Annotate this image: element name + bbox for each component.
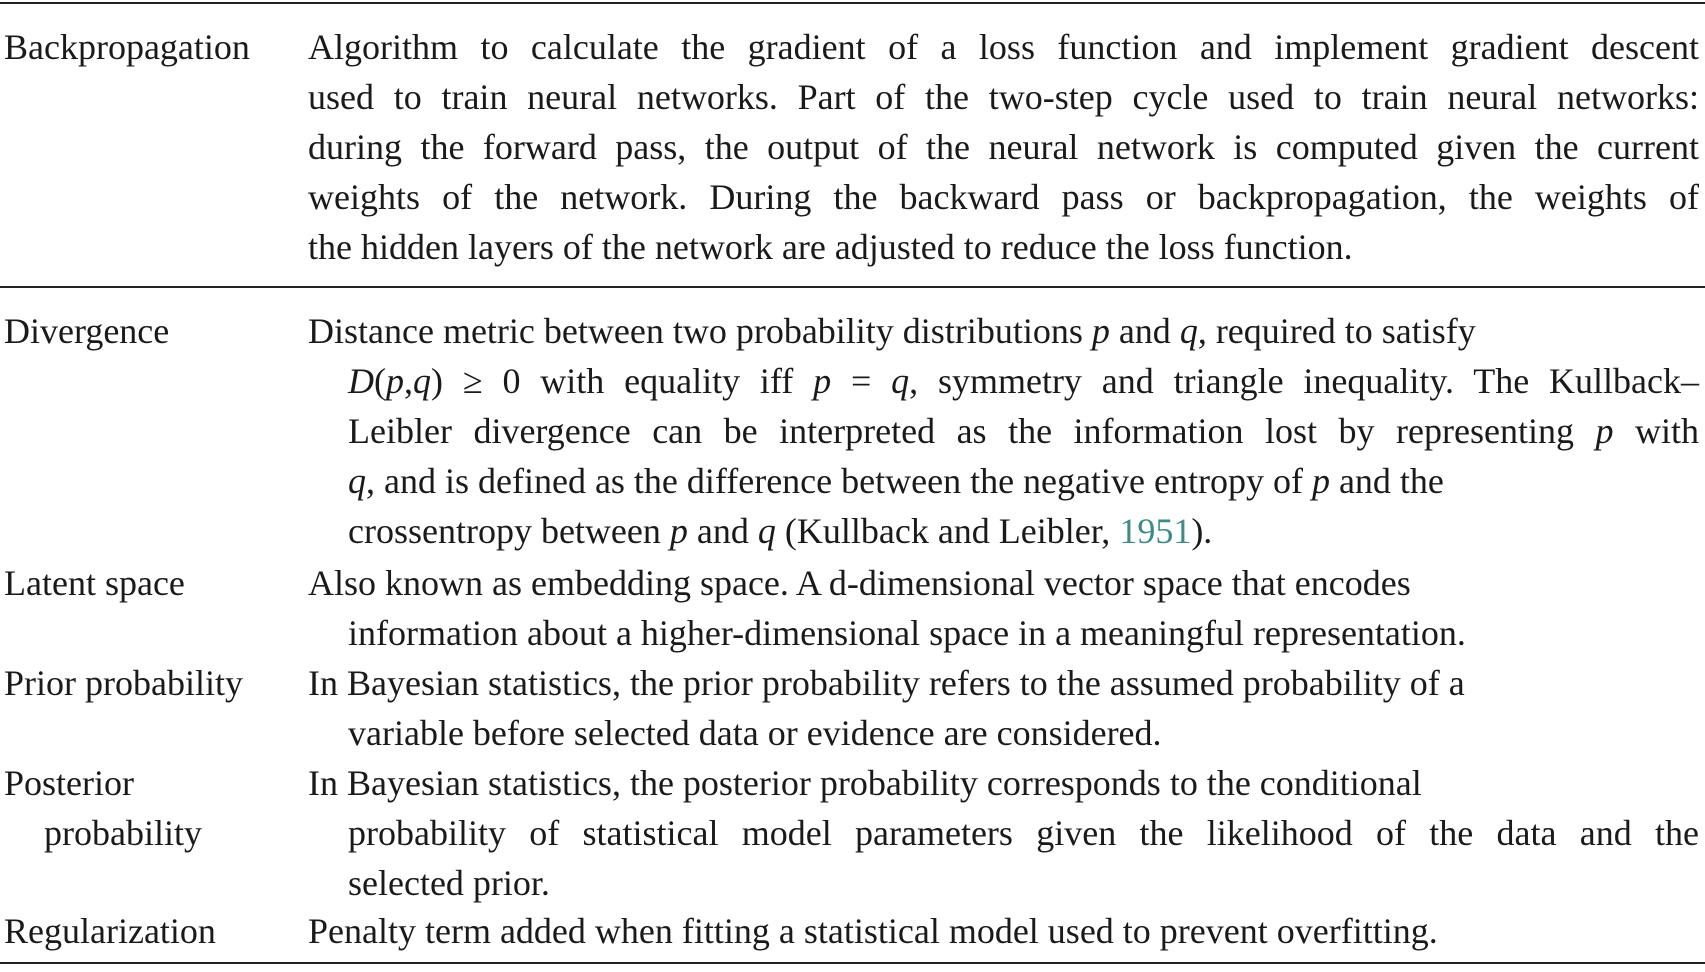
term-label: Latent space	[4, 563, 185, 603]
definition-line: Penalty term added when fitting a statistical model used to prevent overfitting.	[308, 911, 1438, 951]
term-line: Posterior	[4, 763, 134, 803]
definition-line: during the forward pass, the output of the neural network is computed given the current	[308, 127, 1699, 167]
math-var-D: D	[348, 361, 374, 401]
citation-year-link[interactable]: 1951	[1119, 511, 1192, 551]
definition-line: In Bayesian statistics, the prior probability refers to the assumed probability of a	[308, 663, 1465, 703]
definition-line: D(p,q) ≥ 0 with equality iff p = q, symmetry and triangle inequality. The Kullback–	[348, 361, 1699, 401]
bottom-rule	[0, 962, 1705, 964]
definition	[308, 306, 1699, 556]
section-rule	[0, 286, 1705, 288]
math-var-q: q	[1179, 311, 1198, 351]
definition	[308, 658, 1705, 758]
math-var-p: p	[1091, 311, 1110, 351]
definition-line: Algorithm to calculate the gradient of a loss function and implement gradient descent	[308, 27, 1699, 67]
definition-line: weights of the network. During the backward pass or backpropagation, the weights of	[308, 177, 1699, 217]
term-line: probability	[44, 813, 202, 853]
definition-line: probability of statistical model parameters given the likelihood of the data and the	[348, 813, 1699, 853]
term-label: Prior probability	[4, 663, 243, 703]
definition-line: Also known as embedding space. A d-dimensional vector space that encodes	[308, 563, 1411, 603]
term-label: Regularization	[4, 911, 216, 951]
definition-line: selected prior.	[348, 863, 550, 903]
definition-line: variable before selected data or evidence are considered.	[348, 713, 1162, 753]
definition-line: In Bayesian statistics, the posterior probability corresponds to the conditional	[308, 763, 1422, 803]
definition-line: information about a higher-dimensional space in a meaningful representation.	[348, 613, 1466, 653]
definition	[308, 558, 1705, 658]
definition	[308, 22, 1699, 272]
definition-line: the hidden layers of the network are adjusted to reduce the loss function.	[308, 227, 1353, 267]
definition-line: q, and is defined as the difference between the negative entropy of p and the	[348, 461, 1444, 501]
definition	[308, 758, 1699, 908]
definition	[308, 906, 1705, 956]
term-label: Backpropagation	[4, 27, 250, 67]
top-rule	[0, 2, 1705, 4]
definition-line: Distance metric between two probability distributions p and q, required to satisfy	[308, 311, 1476, 351]
definition-line: used to train neural networks. Part of the two-step cycle used to train neural networks:	[308, 77, 1699, 117]
term-label	[4, 758, 300, 858]
definition-line: crossentropy between p and q (Kullback and Leibler, 1951).	[348, 511, 1213, 551]
definition-line: Leibler divergence can be interpreted as the information lost by representing p with	[348, 411, 1699, 451]
term-label: Divergence	[4, 311, 170, 351]
